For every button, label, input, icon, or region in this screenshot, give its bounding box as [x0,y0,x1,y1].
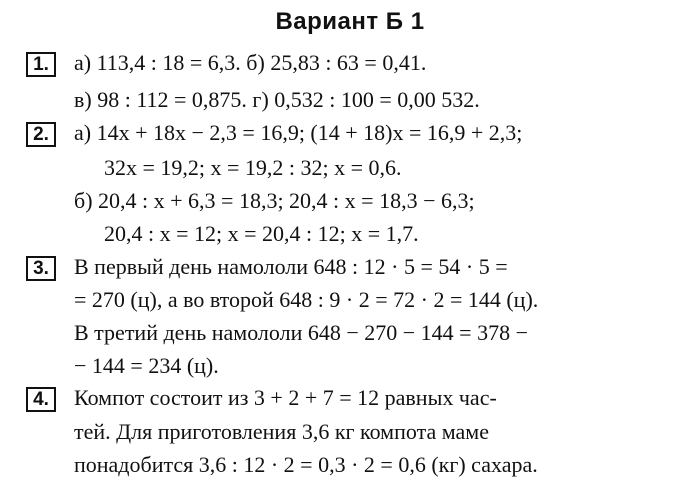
problem-3-line-3: В третий день намололи 648 − 270 − 144 = 378 − [74,320,528,345]
problem-1-number: 1. [26,52,56,77]
problem-2-line-3: б) 20,4 : x + 6,3 = 18,3; 20,4 : x = 18,3 − 6,3; [74,188,475,213]
page-title: Вариант Б 1 [275,8,425,35]
problem-3-line-1: В первый день намололи 648 : 12 · 5 = 54 · 5 = [74,254,508,279]
problem-4-number: 4. [26,387,56,412]
problem-3-line-4: − 144 = 234 (ц). [74,353,219,378]
problem-2-line-4: 20,4 : x = 12; x = 20,4 : 12; x = 1,7. [104,221,419,246]
problem-2-line-1: а) 14x + 18x − 2,3 = 16,9; (14 + 18)x = 16,9 + 2,3; [74,120,523,145]
problem-4-line-2: тей. Для приготовления 3,6 кг компота маме [74,419,489,444]
problem-2-number: 2. [26,122,56,147]
problem-4-line-1: Компот состоит из 3 + 2 + 7 = 12 равных час- [74,385,497,410]
problem-2-line-2: 32x = 19,2; x = 19,2 : 32; x = 0,6. [104,155,402,180]
problem-3-line-2: = 270 (ц), а во второй 648 : 9 · 2 = 72 · 2 = 144 (ц). [74,287,539,312]
problem-1-line-1: а) 113,4 : 18 = 6,3. б) 25,83 : 63 = 0,41. [74,50,427,75]
problem-3-number: 3. [26,256,56,281]
problem-4-line-3: понадобится 3,6 : 12 · 2 = 0,3 · 2 = 0,6 (кг) сахара. [74,452,538,477]
problem-1-line-2: в) 98 : 112 = 0,875. г) 0,532 : 100 = 0,00 532. [74,87,480,112]
